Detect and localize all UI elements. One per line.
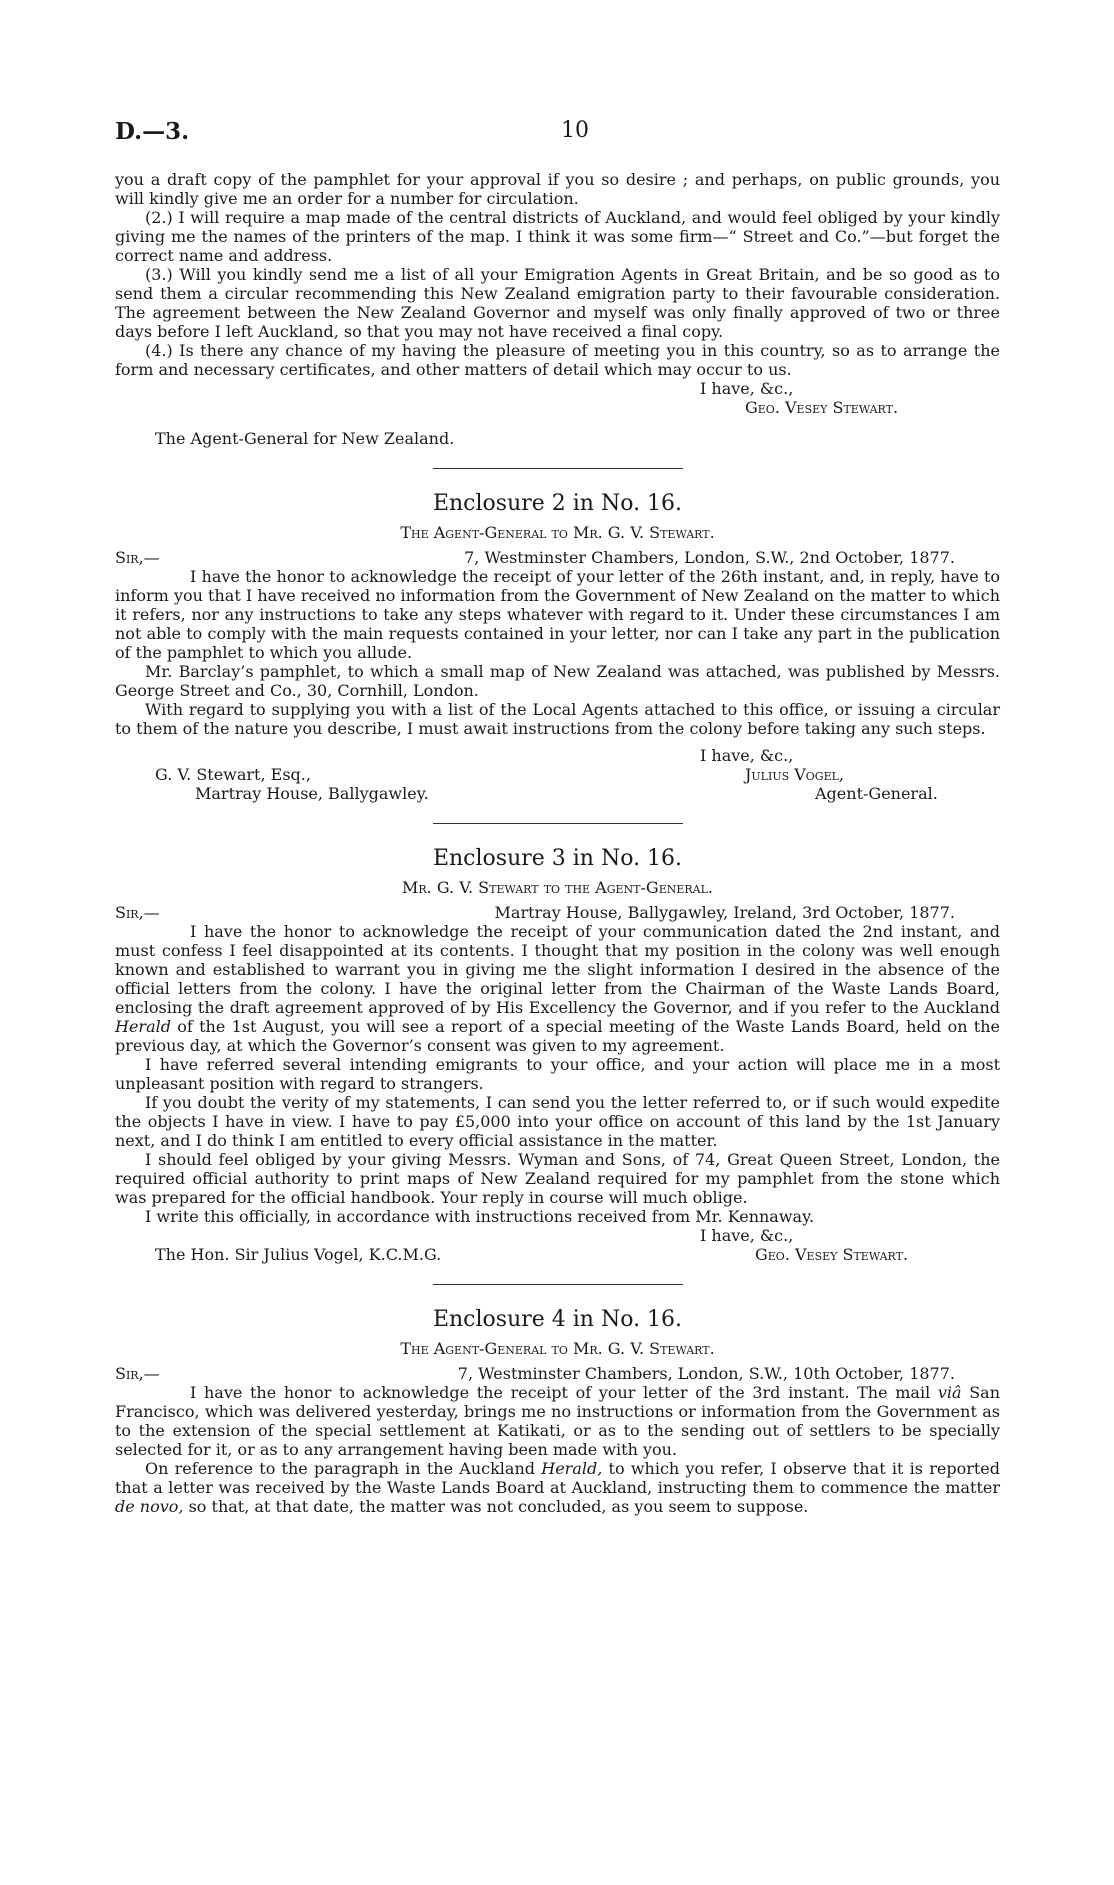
salutation: Sir,— (115, 548, 160, 567)
enclosure-subtitle: Mr. G. V. Stewart to the Agent-General. (402, 878, 713, 897)
enclosure-title: Enclosure 2 in No. 16. (432, 491, 683, 516)
letter-paragraph: I have referred several intending emigrants to your office, and your action will place me in a most unpleasant position with regard to strangers. (115, 1055, 1000, 1093)
addressee-signature-row (115, 784, 1000, 803)
letter-paragraph: I have the honor to acknowledge the receipt of your letter of the 3rd instant. The mail viâ San Francisco, which was delivered yesterday, brings me no instructions or information from the Government as to the extension of the special settlement at Katikati, or as to the sending out of settlers to be specially selected for it, or as to any arrangement having been made with you. (115, 1383, 1001, 1459)
letter-paragraph: I have the honor to acknowledge the receipt of your letter of the 26th instant, and, in reply, have to inform you that I have received no information from the Government of New Zealand on the matter to which it refers, nor any instructions to take any steps whatever with regard to it. Under these circumstances I am not able to comply with the main requests contained in your letter, nor can I take any part in the publication of the pamphlet to which you allude. (115, 567, 1000, 662)
page-number: 10 (561, 118, 589, 143)
intro-signature-block (115, 379, 1000, 417)
addressee: The Agent-General for New Zealand. (155, 429, 455, 448)
section-divider (433, 1284, 683, 1285)
addressee-place: Martray House, Ballygawley. (195, 784, 429, 803)
letter-paragraph: Mr. Barclay’s pamphlet, to which a small map of New Zealand was attached, was published by Messrs. George Street and Co., 30, Cornhill, London. (115, 662, 1000, 700)
letter-paragraph: I have the honor to acknowledge the receipt of your communication dated the 2nd instant, and must confess I feel disappointed at its contents. I thought that my position in the colony was well enough known and established to warrant you in giving me the slight information I desired in the absence of the official letters from the colony. I have the original letter from the Chairman of the Waste Lands Board, enclosing the draft agreement approved of by His Excellency the Governor, and if you refer to the Auckland Herald of the 1st August, you will see a report of a special meeting of the Waste Lands Board, held on the previous day, at which the Governor’s consent was given to my agreement. (115, 922, 1000, 1055)
enclosure-4 (115, 1307, 1000, 1516)
salutation-line (115, 548, 1000, 567)
salutation: Sir,— (115, 903, 160, 922)
addressee-name: G. V. Stewart, Esq., (155, 765, 311, 784)
signature: Geo. Vesey Stewart. (745, 398, 899, 417)
enclosure-subtitle: The Agent-General to Mr. G. V. Stewart. (400, 523, 715, 542)
signature: Julius Vogel, (745, 765, 845, 784)
salutation-line (115, 903, 1000, 922)
letter-paragraph: I write this officially, in accordance with instructions received from Mr. Kennaway. (145, 1207, 815, 1226)
location-date: 7, Westminster Chambers, London, S.W., 2nd October, 1877. (464, 548, 955, 567)
enclosure-2 (115, 491, 1000, 803)
page-header (115, 118, 1000, 148)
signature-title: Agent-General. (815, 784, 938, 803)
closing-line: I have, &c., (700, 1226, 794, 1245)
signature: Geo. Vesey Stewart. (755, 1245, 909, 1264)
intro-paragraph: (4.) Is there any chance of my having the pleasure of meeting you in this country, so as to arrange the form and necessary certificates, and other matters of detail which may occur to us. (115, 341, 1000, 379)
location-date: 7, Westminster Chambers, London, S.W., 10th October, 1877. (457, 1364, 955, 1383)
section-divider (433, 468, 683, 469)
closing-line: I have, &c., (700, 746, 794, 765)
salutation-line (115, 1364, 1000, 1383)
signature-block (115, 1226, 1000, 1264)
intro-paragraph: (3.) Will you kindly send me a list of all your Emigration Agents in Great Britain, and be so good as to send them a circular recommending this New Zealand emigration party to their favourable consideration. The agreement between the New Zealand Governor and myself was only finally approved of two or three days before I left Auckland, so that you may not have received a final copy. (115, 265, 1000, 341)
enclosure-subtitle: The Agent-General to Mr. G. V. Stewart. (400, 1339, 715, 1358)
enclosure-title: Enclosure 3 in No. 16. (432, 846, 683, 871)
enclosure-title: Enclosure 4 in No. 16. (432, 1307, 683, 1332)
intro-paragraph: (2.) I will require a map made of the central districts of Auckland, and would feel obliged by your kindly giving me the names of the printers of the map. I think it was some firm—“ Street and Co.”—but forget the correct name and address. (115, 208, 1000, 265)
salutation: Sir,— (115, 1364, 160, 1383)
signature-block (115, 746, 1000, 803)
letter-paragraph: On reference to the paragraph in the Auckland Herald, to which you refer, I observe that it is reported that a letter was received by the Waste Lands Board at Auckland, instructing them to commence the matter de novo, so that, at that date, the matter was not concluded, as you seem to suppose. (115, 1459, 1000, 1516)
section-divider (433, 823, 683, 824)
document-id: D.—3. (115, 118, 190, 145)
enclosure-3 (115, 846, 1000, 1264)
intro-paragraph: you a draft copy of the pamphlet for your approval if you so desire ; and perhaps, on public grounds, you will kindly give me an order for a number for circulation. (115, 170, 1000, 208)
letter-paragraph: With regard to supplying you with a list of the Local Agents attached to this office, or issuing a circular to them of the nature you describe, I must await instructions from the colony before taking any such steps. (115, 700, 1000, 738)
addressee-signature-row (115, 1245, 1000, 1264)
letter-paragraph: If you doubt the verity of my statements, I can send you the letter referred to, or if such would expedite the objects I have in view. I have to pay £5,000 into your office on account of this land by the 1st January next, and I do think I am entitled to every official assistance in the matter. (115, 1093, 1000, 1150)
addressee-signature-row (115, 765, 1000, 784)
addressee: The Hon. Sir Julius Vogel, K.C.M.G. (155, 1245, 442, 1264)
page-content (115, 170, 1000, 1516)
location-date: Martray House, Ballygawley, Ireland, 3rd October, 1877. (494, 903, 955, 922)
letter-paragraph: I should feel obliged by your giving Messrs. Wyman and Sons, of 74, Great Queen Street, London, the required official authority to print maps of New Zealand required for my pamphlet from the stone which was prepared for the official handbook. Your reply in course will much oblige. (115, 1150, 1000, 1207)
intro-letter (115, 170, 1000, 448)
closing-line: I have, &c., (700, 379, 794, 398)
